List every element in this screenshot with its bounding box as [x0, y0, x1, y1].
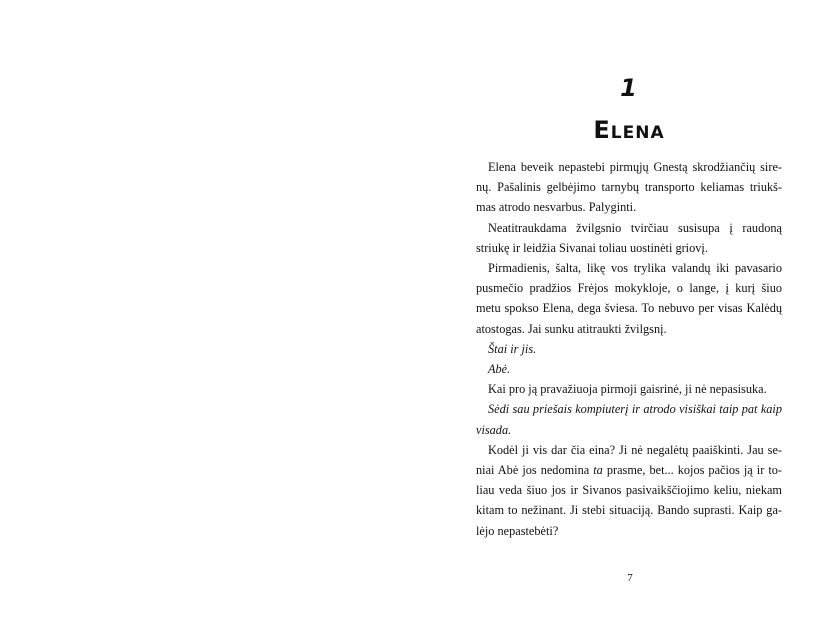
- text-line: nų. Pašalinis gelbėjimo tarnybų transporto keliamas triukš-: [476, 180, 782, 195]
- text-line: Elena beveik nepastebi pirmųjų Gnestą skrodžiančių sire-: [488, 160, 782, 174]
- text-segment-italic: ta: [593, 463, 603, 478]
- text-line: lėjo nepastebėti?: [476, 523, 559, 538]
- chapter-title: Elena: [593, 116, 665, 144]
- text-line: metu spokso Elena, dega šviesa. To nebuvo per visas Kalėdų: [476, 301, 782, 316]
- chapter-body-text: [476, 157, 782, 541]
- page-number: 7: [627, 572, 633, 584]
- text-line-italic: Sėdi sau priešais kompiuterį ir atrodo visiškai taip pat kaip: [488, 402, 782, 417]
- text-line: Kai pro ją pravažiuoja pirmoji gaisrinė, ji nė nepasisuka.: [488, 382, 767, 397]
- text-line: mas atrodo nesvarbus. Palyginti.: [476, 200, 637, 215]
- text-segment: niai Abė jos nedomina: [476, 463, 594, 478]
- chapter-number: 1: [620, 74, 638, 102]
- text-line: Neatitraukdama žvilgsnio tvirčiau susisupa į raudoną: [488, 220, 782, 235]
- text-line: Pirmadienis, šalta, likę vos trylika valandų iki pavasario: [488, 261, 782, 276]
- text-line-italic: Abė.: [488, 362, 511, 377]
- text-segment: prasme, bet... kojos pačios ją ir to-: [602, 463, 782, 478]
- left-page-blank: [0, 0, 419, 626]
- text-line: pusmečio pradžios Frėjos mokykloje, o lange, į kurį šiuo: [476, 281, 782, 296]
- text-line-mixed: [476, 460, 782, 480]
- text-line: atostogas. Jai sunku atitraukti žvilgsnį.: [476, 321, 667, 336]
- text-line: striukę ir leidžia Sivanai toliau uostinėti griovį.: [476, 240, 708, 255]
- text-line: Kodėl ji vis dar čia eina? Ji nė negalėtų paaiškinti. Jau se-: [488, 442, 782, 457]
- text-line: kitam to nežinant. Ji stebi situaciją. Bando suprasti. Kaip ga-: [476, 503, 782, 518]
- text-line: liau veda šiuo jos ir Sivanos pasivaikščiojimo keliu, niekam: [476, 483, 782, 498]
- text-line-italic: Štai ir jis.: [488, 341, 537, 356]
- text-line-italic: visada.: [476, 422, 512, 437]
